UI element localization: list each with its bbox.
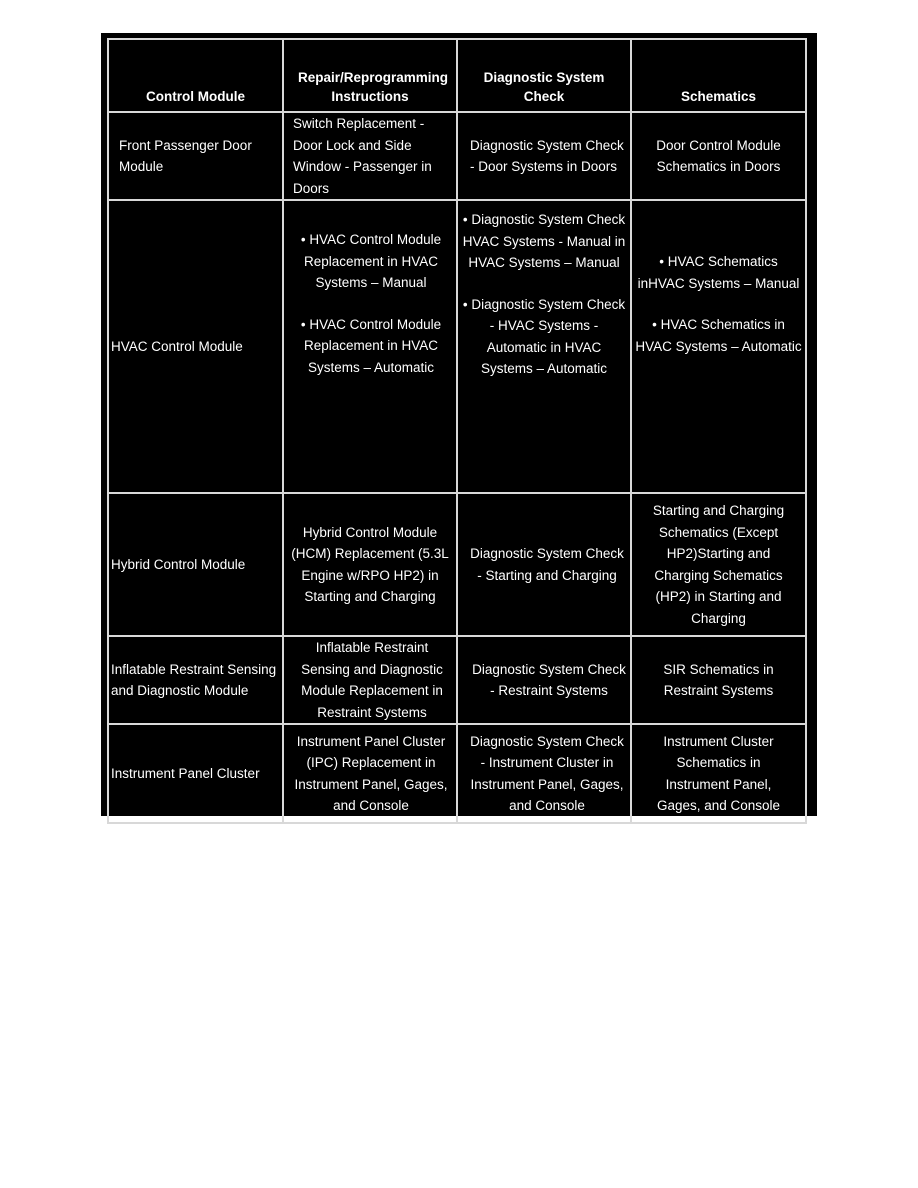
header-schematics: Schematics	[631, 39, 806, 112]
cell-schematics-link[interactable]: Starting and Charging Schematics (Except HP2)Starting and Charging Schematics (HP2) in Starting and Charging	[631, 493, 806, 636]
cell-module: Instrument Panel Cluster	[108, 724, 283, 823]
cell-module: Front Passenger Door Module	[108, 112, 283, 200]
cell-module: Hybrid Control Module	[108, 493, 283, 636]
cell-repair-list	[283, 200, 457, 493]
header-diagnostic-check: Diagnostic System Check	[457, 39, 631, 112]
header-row	[108, 39, 806, 112]
cell-diagnostic-link[interactable]: • Diagnostic System Check - HVAC Systems - Automatic in HVAC Systems – Automatic	[462, 296, 626, 376]
cell-diagnostic-list	[457, 200, 631, 493]
repair-link-text: HVAC Control Module Replacement in HVAC Systems – Manual	[303, 232, 442, 290]
cell-schematics-link[interactable]: Instrument Cluster Schematics in Instrument Panel, Gages, and Console	[631, 724, 806, 823]
cell-module: HVAC Control Module	[108, 200, 283, 493]
cell-module: Inflatable Restraint Sensing and Diagnostic Module	[108, 636, 283, 724]
cell-schematics-link[interactable]: Door Control Module Schematics in Doors	[631, 112, 806, 200]
cell-repair-link[interactable]: Switch Replacement - Door Lock and Side Window - Passenger in Doors	[283, 112, 457, 200]
cell-schematics-link[interactable]: • HVAC Schematics inHVAC Systems – Manual	[637, 254, 800, 291]
cell-diagnostic-link[interactable]: • Diagnostic System Check HVAC Systems - Manual in HVAC Systems – Manual	[462, 212, 626, 270]
cell-diagnostic-link[interactable]: Diagnostic System Check - Instrument Cluster in Instrument Panel, Gages, and Console	[457, 724, 631, 823]
cell-repair-link[interactable]: • HVAC Control Module Replacement in HVAC Systems – Automatic	[300, 316, 442, 375]
table-row	[108, 724, 806, 823]
module-reference-table-frame	[101, 33, 817, 816]
repair-link-text: HVAC Control Module Replacement in HVAC Systems – Automatic	[303, 316, 442, 375]
schematics-link-text: HVAC Schematics inHVAC Systems – Manual	[637, 254, 800, 291]
cell-diagnostic-link[interactable]: Diagnostic System Check - Restraint Systems	[457, 636, 631, 724]
cell-repair-link[interactable]: Hybrid Control Module (HCM) Replacement (5.3L Engine w/RPO HP2) in Starting and Charging	[283, 493, 457, 636]
module-reference-table	[107, 38, 807, 824]
table-row	[108, 200, 806, 493]
diagnostic-link-text: Diagnostic System Check - HVAC Systems - Automatic in HVAC Systems – Automatic	[471, 296, 626, 376]
diagnostic-link-text: Diagnostic System Check HVAC Systems - Manual in HVAC Systems – Manual	[462, 212, 626, 270]
table-row	[108, 493, 806, 636]
cell-repair-link[interactable]: • HVAC Control Module Replacement in HVAC Systems – Manual	[300, 232, 442, 290]
cell-repair-link[interactable]: Instrument Panel Cluster (IPC) Replacement in Instrument Panel, Gages, and Console	[283, 724, 457, 823]
cell-diagnostic-link[interactable]: Diagnostic System Check - Starting and Charging	[457, 493, 631, 636]
cell-schematics-list	[631, 200, 806, 493]
cell-schematics-link[interactable]: • HVAC Schematics in HVAC Systems – Automatic	[635, 317, 802, 354]
table-row	[108, 112, 806, 200]
header-control-module: Control Module	[108, 39, 283, 112]
cell-schematics-link[interactable]: SIR Schematics in Restraint Systems	[631, 636, 806, 724]
cell-diagnostic-link[interactable]: Diagnostic System Check - Door Systems in Doors	[457, 112, 631, 200]
header-repair-instructions: Repair/Reprogramming Instructions	[283, 39, 457, 112]
schematics-link-text: HVAC Schematics in HVAC Systems – Automatic	[635, 317, 802, 354]
table-row	[108, 636, 806, 724]
cell-repair-link[interactable]: Inflatable Restraint Sensing and Diagnostic Module Replacement in Restraint Systems	[283, 636, 457, 724]
